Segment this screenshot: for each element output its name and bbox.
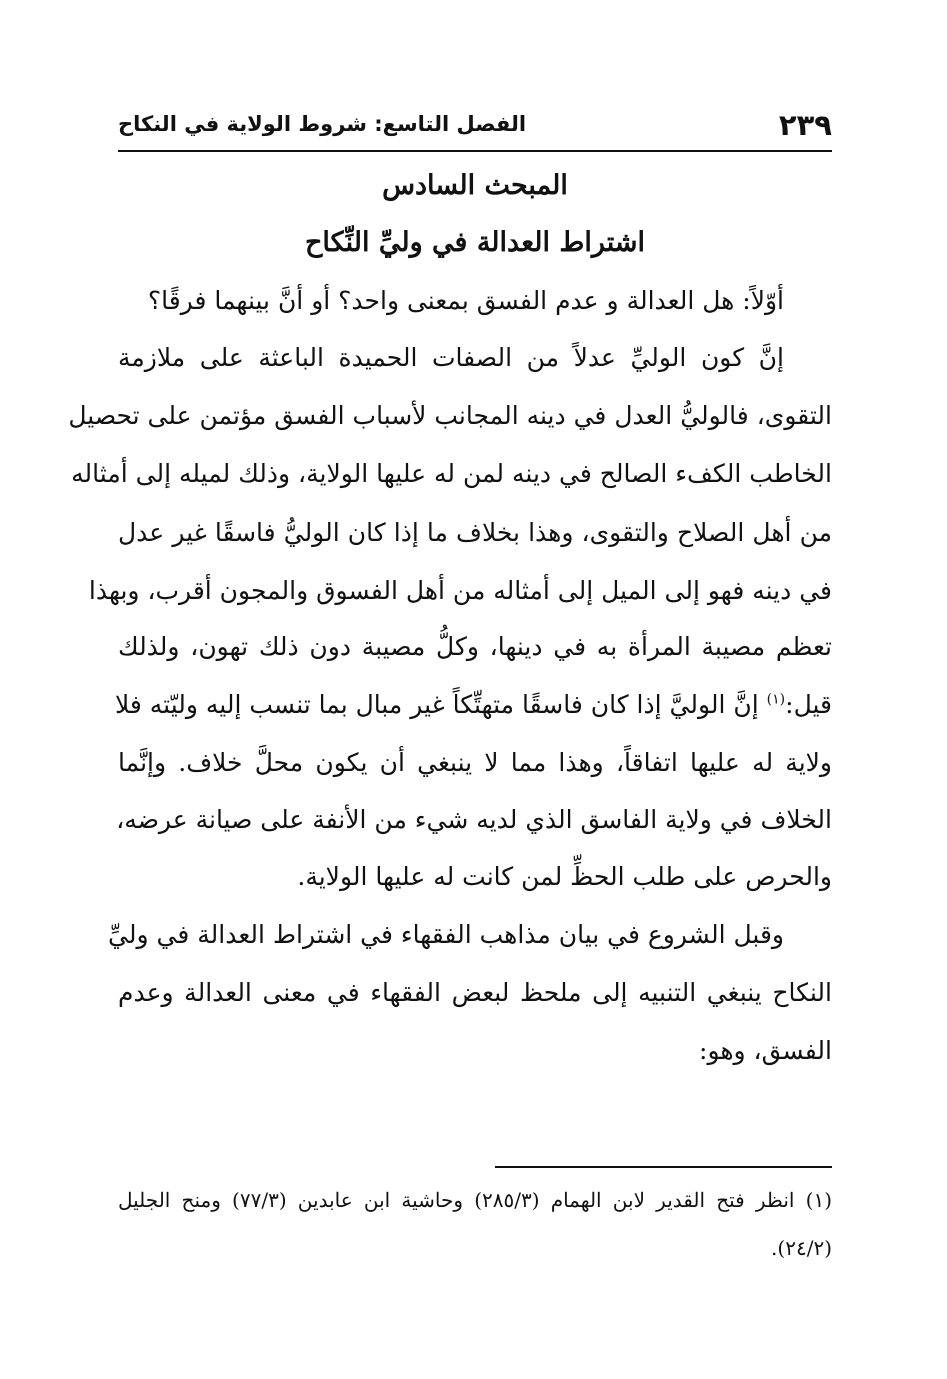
footnote-line: (٢٤/٢). — [771, 1236, 832, 1260]
footnote-line: (١) انظر فتح القدير لابن الهمام (٢٨٥/٣) وحاشية ابن عابدين (٧٧/٣) ومنح الجليل — [118, 1188, 832, 1212]
paragraph-line: تعظم مصيبة المرأة به في دينها، وكلُّ مصيبة دون ذلك تهون، ولذلك — [118, 632, 832, 661]
chapter-title: الفصل التاسع: شروط الولاية في النكاح — [118, 112, 527, 136]
paragraph-line: التقوى، فالوليُّ العدل في دينه المجانب لأسباب الفسق مؤتمن على تحصيل — [68, 401, 832, 430]
question-line: أوّلاً: هل العدالة و عدم الفسق بمعنى واحد؟ أو أنَّ بينهما فرقًا؟ — [147, 286, 784, 315]
paragraph-line: وقبل الشروع في بيان مذاهب الفقهاء في اشتراط العدالة في وليِّ — [108, 920, 784, 949]
section-title: المبحث السادس — [382, 170, 568, 201]
header-divider — [118, 150, 832, 152]
paragraph-line: من أهل الصلاح والتقوى، وهذا بخلاف ما إذا كان الوليُّ فاسقًا غير عدل — [118, 518, 832, 547]
paragraph-line: في دينه فهو إلى الميل إلى أمثاله من أهل الفسوق والمجون أقرب، وبهذا — [88, 576, 832, 605]
paragraph-line: الخلاف في ولاية الفاسق الذي لديه شيء من الأنفة على صيانة عرضه، — [116, 805, 832, 834]
section-subtitle: اشتراط العدالة في وليِّ النِّكاح — [305, 227, 645, 258]
running-header — [118, 108, 832, 148]
paragraph-line: إنَّ كون الوليِّ عدلاً من الصفات الحميدة الباعثة على ملازمة — [118, 343, 784, 372]
paragraph-line: الخاطب الكفء الصالح في دينه لمن له عليها الولاية، وذلك لميله إلى أمثاله — [71, 459, 832, 488]
paragraph-line: الفسق، وهو: — [699, 1036, 832, 1065]
footnote-reference: (١) — [766, 691, 786, 708]
page-number: ٢٣٩ — [778, 108, 832, 142]
paragraph-line: والحرص على طلب الحظِّ لمن كانت له عليها الولاية. — [297, 862, 832, 891]
line-content: إنَّ الوليَّ إذا كان فاسقًا متهتِّكاً غير مبال بما تنسب إليه وليّته فلا — [114, 690, 759, 719]
paragraph-line: ولاية له عليها اتفاقاً، وهذا مما لا ينبغي أن يكون محلَّ خلاف. وإنَّما — [118, 748, 832, 777]
line-prefix: قيل: — [785, 690, 832, 719]
paragraph-line: النكاح ينبغي التنبيه إلى ملحظ لبعض الفقهاء في معنى العدالة وعدم — [118, 978, 832, 1007]
paragraph-line-with-footnote — [114, 690, 832, 730]
footnote-divider — [495, 1166, 832, 1168]
